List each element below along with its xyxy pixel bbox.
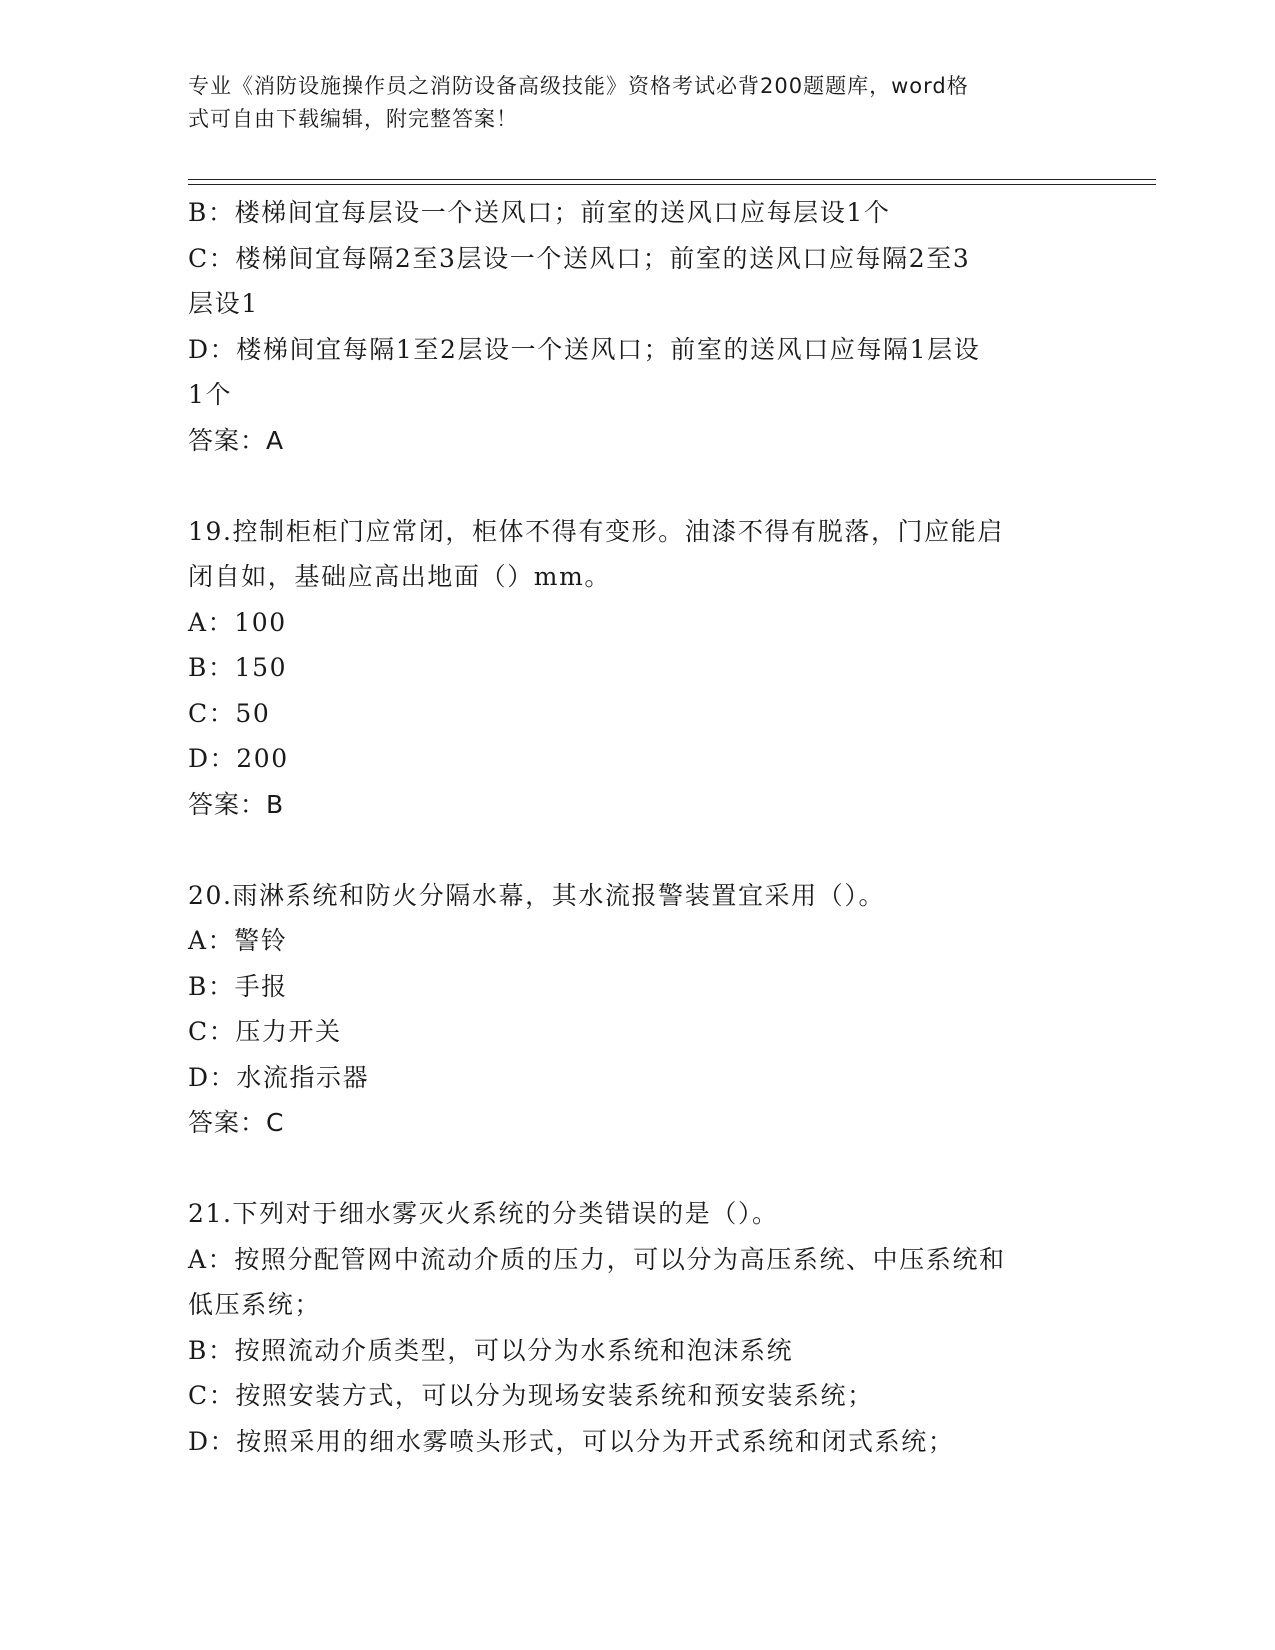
- document-header: [188, 70, 1068, 136]
- header-line-1: 专业《消防设施操作员之消防设备高级技能》资格考试必背200题题库，word格: [188, 74, 969, 98]
- header-line-2: 式可自由下载编辑，附完整答案！: [188, 107, 518, 131]
- document-body: [188, 190, 1068, 1464]
- spacer: [188, 1146, 1068, 1192]
- answer: 答案：C: [188, 1108, 285, 1137]
- question-21: [188, 1191, 1068, 1464]
- spacer: [188, 463, 1068, 509]
- spacer: [188, 827, 1068, 873]
- option-c-line-2: 层设1: [188, 289, 259, 318]
- option-d: D：200: [188, 744, 289, 773]
- option-b: B：按照流动介质类型，可以分为水系统和泡沫系统: [188, 1335, 794, 1365]
- option-d-line-1: D：楼梯间宜每隔1至2层设一个送风口；前室的送风口应每隔1层设: [188, 334, 981, 364]
- option-a: A：警铃: [188, 926, 288, 955]
- answer: 答案：A: [188, 425, 285, 455]
- option-d: D：按照采用的细水雾喷头形式，可以分为开式系统和闭式系统；: [188, 1426, 955, 1456]
- option-d-line-2: 1个: [188, 380, 233, 409]
- question-stem-line-2: 闭自如，基础应高出地面（）mm。: [188, 562, 612, 591]
- option-b: B：150: [188, 653, 288, 682]
- option-c: C：50: [188, 698, 271, 728]
- option-a-line-1: A：按照分配管网中流动介质的压力，可以分为高压系统、中压系统和: [188, 1244, 1006, 1274]
- option-b: B：手报: [188, 971, 288, 1001]
- question-20: [188, 873, 1068, 1146]
- option-c: C：压力开关: [188, 1017, 342, 1046]
- option-d: D：水流指示器: [188, 1062, 370, 1092]
- answer: 答案：B: [188, 789, 285, 819]
- option-a-line-2: 低压系统；: [188, 1290, 322, 1319]
- option-c-line-1: C：楼梯间宜每隔2至3层设一个送风口；前室的送风口应每隔2至3: [188, 243, 971, 273]
- header-divider-bottom: [188, 184, 1156, 185]
- option-a: A：100: [188, 607, 287, 637]
- question-stem: 20.雨淋系统和防火分隔水幕，其水流报警装置宜采用（）。: [188, 880, 886, 910]
- header-divider-top: [188, 179, 1156, 180]
- question-18: [188, 190, 1068, 463]
- option-c: C：按照安装方式，可以分为现场安装系统和预安装系统；: [188, 1381, 874, 1410]
- option-b: B：楼梯间宜每层设一个送风口；前室的送风口应每层设1个: [188, 198, 891, 227]
- question-stem-line-1: 19.控制柜柜门应常闭，柜体不得有变形。油漆不得有脱落，门应能启: [188, 516, 1004, 546]
- question-stem: 21.下列对于细水雾灭火系统的分类错误的是（）。: [188, 1199, 779, 1228]
- question-19: [188, 509, 1068, 828]
